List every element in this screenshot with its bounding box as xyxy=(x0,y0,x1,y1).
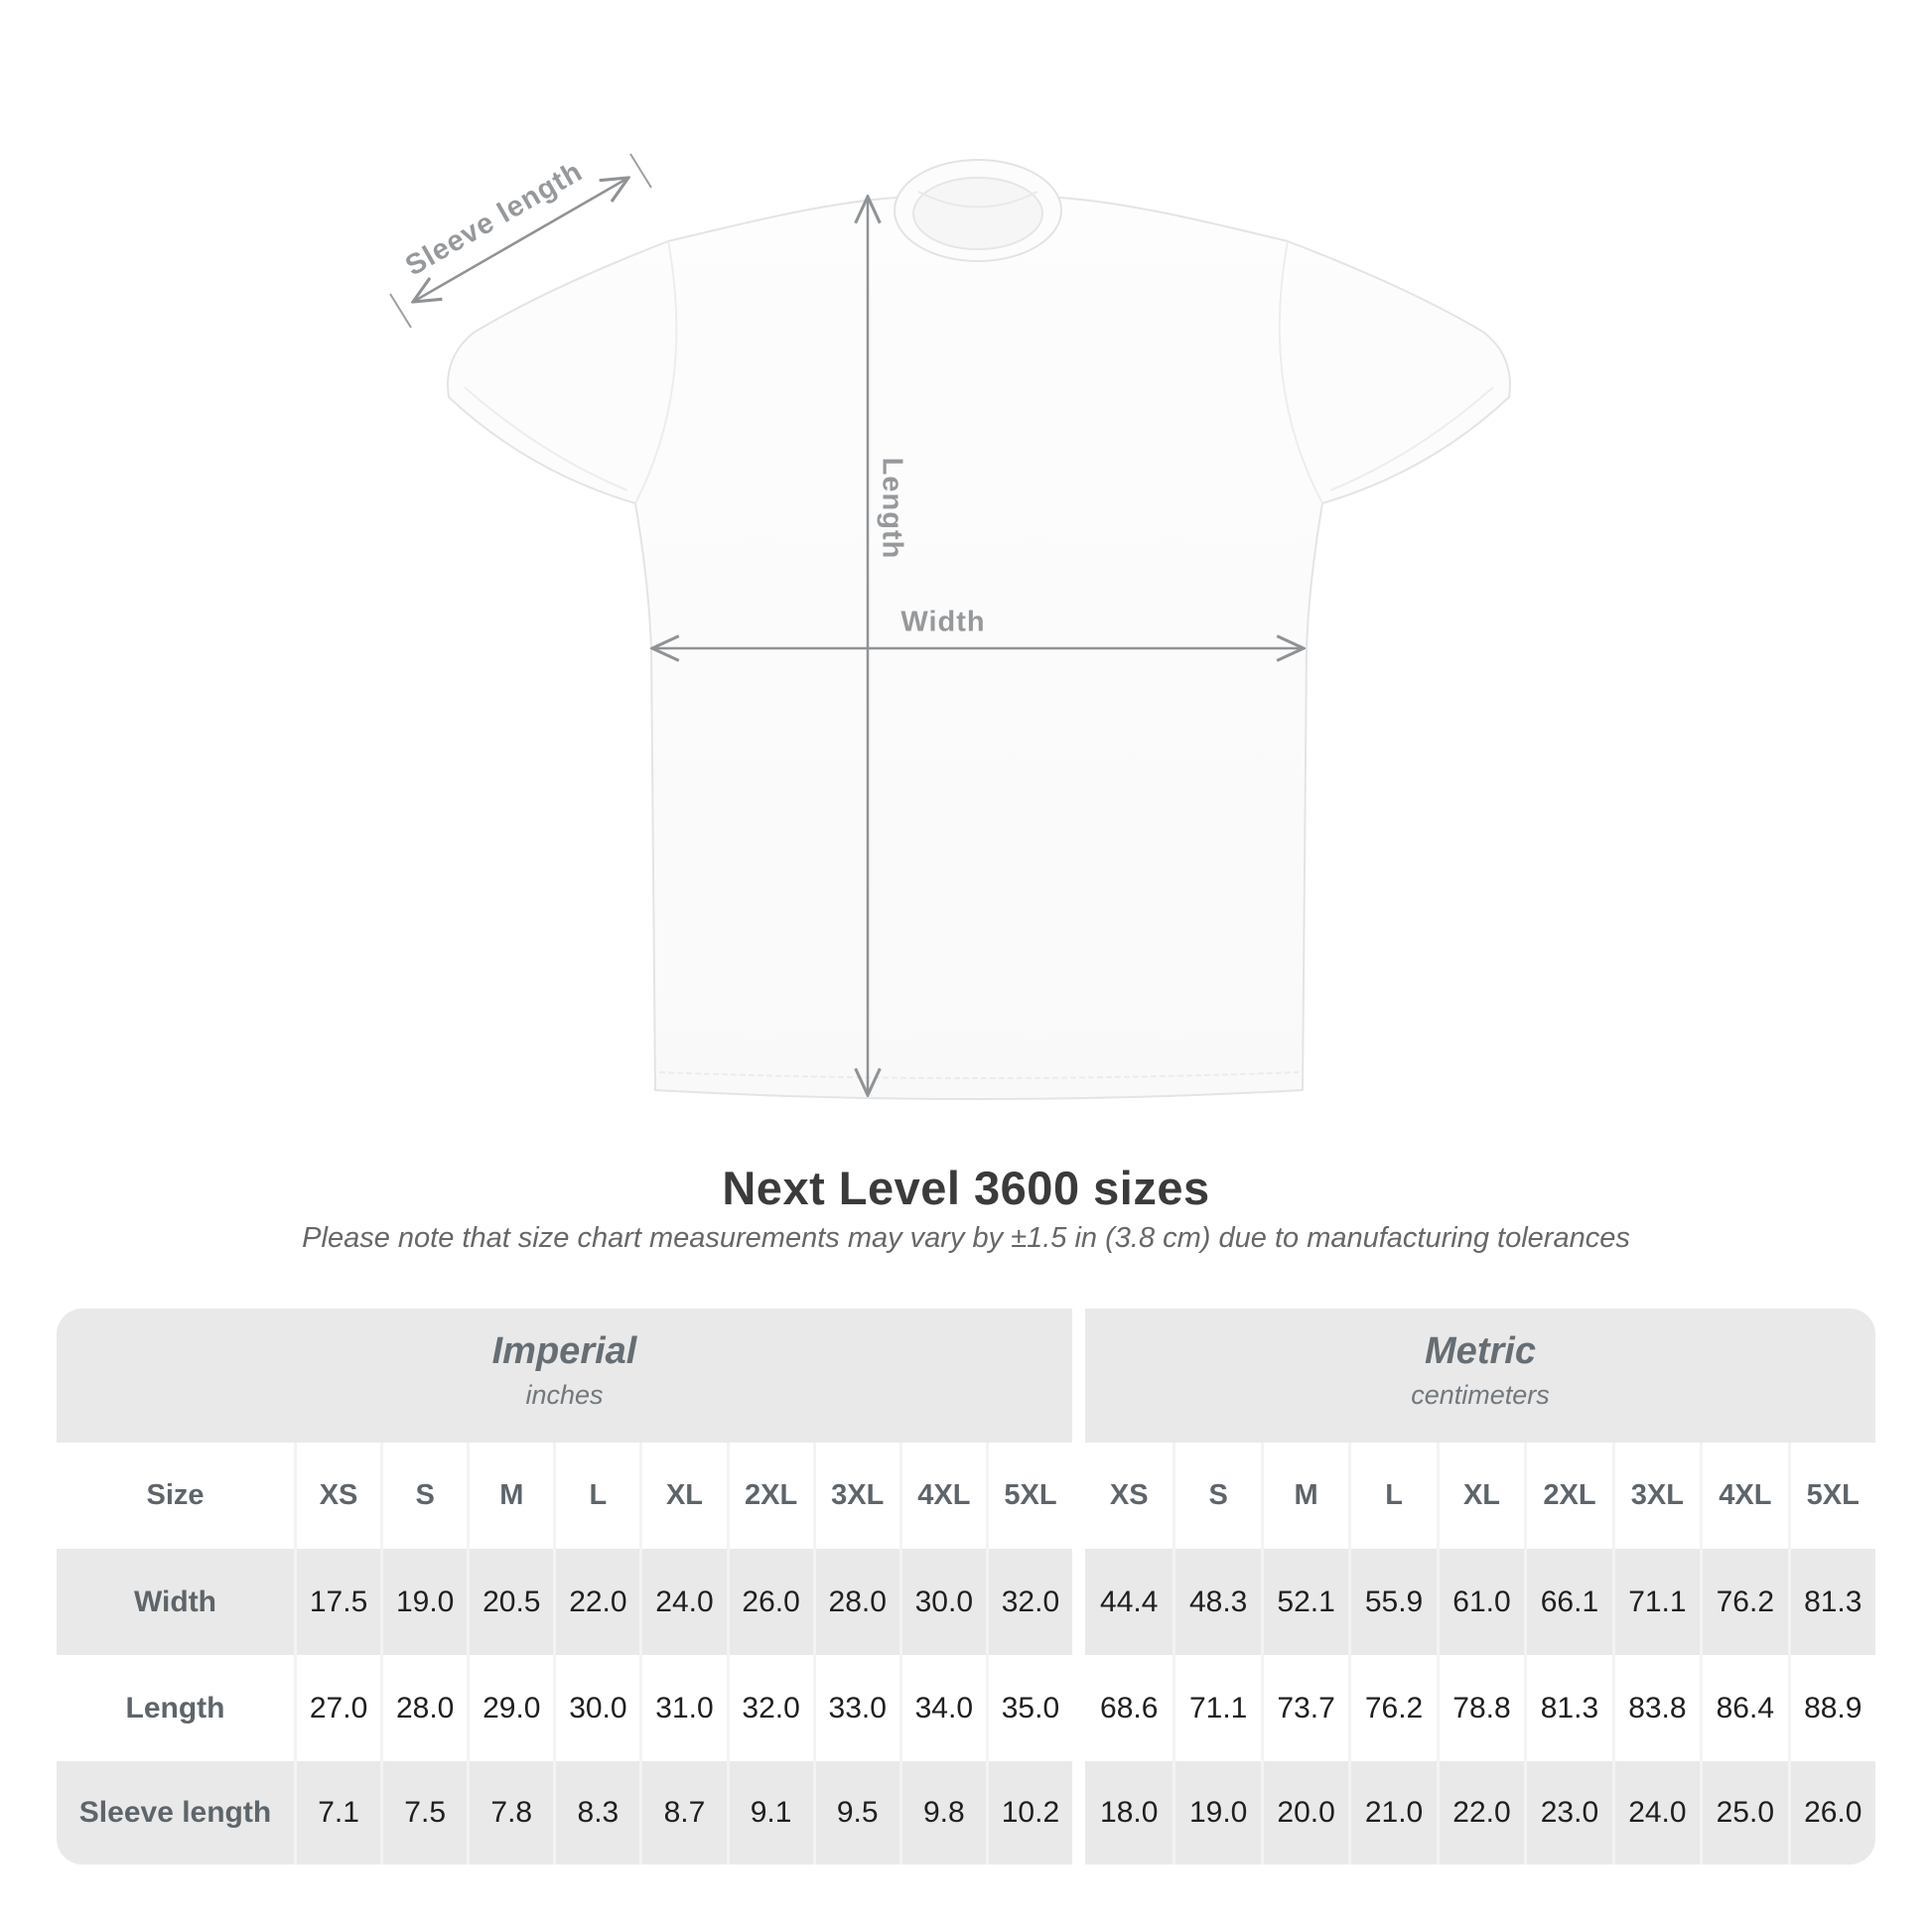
value-cell: 81.3 xyxy=(1524,1655,1611,1761)
imperial-group-title: Imperial xyxy=(491,1330,637,1372)
value-cell: 29.0 xyxy=(467,1655,553,1761)
value-cell: 83.8 xyxy=(1612,1655,1700,1761)
size-col-header: 4XL xyxy=(899,1443,986,1549)
size-col-header: 2XL xyxy=(1524,1443,1611,1549)
size-col-header: XS xyxy=(294,1443,380,1549)
value-cell: 26.0 xyxy=(727,1549,813,1655)
value-cell: 17.5 xyxy=(294,1549,380,1655)
table-block-metric xyxy=(1085,1309,1875,1864)
data-row-width xyxy=(1085,1549,1875,1655)
size-col-header: 2XL xyxy=(727,1443,813,1549)
value-cell: 30.0 xyxy=(553,1655,639,1761)
size-col-header: 4XL xyxy=(1700,1443,1787,1549)
size-col-header: 3XL xyxy=(813,1443,899,1549)
row-label: Width xyxy=(133,1585,217,1618)
page-title: Next Level 3600 sizes xyxy=(722,1162,1210,1214)
data-row-sleeve-length xyxy=(57,1761,1072,1864)
value-cell: 31.0 xyxy=(639,1655,726,1761)
value-cell: 22.0 xyxy=(1437,1761,1524,1864)
value-cell: 8.3 xyxy=(553,1761,639,1864)
sleeve-arrow-start-tick xyxy=(390,294,411,328)
value-cell: 20.5 xyxy=(467,1549,553,1655)
value-cell: 24.0 xyxy=(639,1549,726,1655)
size-col-header: M xyxy=(1261,1443,1348,1549)
value-cell: 7.5 xyxy=(380,1761,467,1864)
value-cell: 34.0 xyxy=(899,1655,986,1761)
size-header-cell: Size xyxy=(146,1479,205,1511)
value-cell: 27.0 xyxy=(294,1655,380,1761)
value-cell: 66.1 xyxy=(1524,1549,1611,1655)
size-col-header: 5XL xyxy=(1788,1443,1875,1549)
sleeve-length-label: Sleeve length xyxy=(400,155,589,283)
value-cell: 7.1 xyxy=(294,1761,380,1864)
value-cell: 28.0 xyxy=(380,1655,467,1761)
size-col-header: 5XL xyxy=(986,1443,1072,1549)
value-cell: 81.3 xyxy=(1788,1549,1875,1655)
data-row-length xyxy=(57,1655,1072,1761)
value-cell: 78.8 xyxy=(1437,1655,1524,1761)
size-header-row xyxy=(1085,1443,1875,1549)
metric-group-header xyxy=(1085,1309,1875,1443)
value-cell: 20.0 xyxy=(1261,1761,1348,1864)
size-col-header: XS xyxy=(1109,1479,1149,1511)
size-col-header: M xyxy=(467,1443,553,1549)
row-label: Length xyxy=(125,1691,225,1725)
value-cell: 86.4 xyxy=(1700,1655,1787,1761)
sleeve-arrow-end-tick xyxy=(630,154,651,188)
size-header-row xyxy=(57,1443,1072,1549)
value-cell: 9.5 xyxy=(813,1761,899,1864)
value-cell: 32.0 xyxy=(986,1549,1072,1655)
value-cell: 55.9 xyxy=(1348,1549,1436,1655)
row-label: Sleeve length xyxy=(78,1796,272,1829)
tolerance-note: Please note that size chart measurements may vary by ±1.5 in (3.8 cm) due to manufacturing tolerances xyxy=(302,1222,1630,1254)
value-cell: 7.8 xyxy=(467,1761,553,1864)
value-cell: 9.1 xyxy=(727,1761,813,1864)
metric-group-unit: centimeters xyxy=(1411,1380,1550,1410)
value-cell: 24.0 xyxy=(1612,1761,1700,1864)
value-cell: 71.1 xyxy=(1612,1549,1700,1655)
size-col-header: S xyxy=(1173,1443,1260,1549)
size-col-header: XL xyxy=(639,1443,726,1549)
value-cell: 48.3 xyxy=(1173,1549,1260,1655)
value-cell: 9.8 xyxy=(899,1761,986,1864)
value-cell: 68.6 xyxy=(1100,1691,1159,1725)
size-col-header: 3XL xyxy=(1612,1443,1700,1549)
value-cell: 71.1 xyxy=(1173,1655,1260,1761)
data-row-sleeve-length xyxy=(1085,1761,1875,1864)
length-label: Length xyxy=(876,457,908,560)
value-cell: 76.2 xyxy=(1348,1655,1436,1761)
value-cell: 61.0 xyxy=(1437,1549,1524,1655)
value-cell: 73.7 xyxy=(1261,1655,1348,1761)
size-col-header: S xyxy=(380,1443,467,1549)
size-col-header: L xyxy=(553,1443,639,1549)
width-label: Width xyxy=(900,606,986,638)
value-cell: 28.0 xyxy=(813,1549,899,1655)
value-cell: 25.0 xyxy=(1700,1761,1787,1864)
value-cell: 8.7 xyxy=(639,1761,726,1864)
value-cell: 10.2 xyxy=(986,1761,1072,1864)
metric-group-title: Metric xyxy=(1425,1330,1536,1372)
value-cell: 23.0 xyxy=(1524,1761,1611,1864)
value-cell: 21.0 xyxy=(1348,1761,1436,1864)
value-cell: 30.0 xyxy=(899,1549,986,1655)
value-cell: 19.0 xyxy=(1173,1761,1260,1864)
value-cell: 32.0 xyxy=(727,1655,813,1761)
imperial-group-unit: inches xyxy=(525,1380,604,1410)
value-cell: 26.0 xyxy=(1788,1761,1875,1864)
size-col-header: XL xyxy=(1437,1443,1524,1549)
collar-inner xyxy=(913,178,1042,249)
tshirt-body-outline xyxy=(448,193,1510,1100)
data-row-length xyxy=(1085,1655,1875,1761)
value-cell: 44.4 xyxy=(1100,1585,1159,1618)
value-cell: 76.2 xyxy=(1700,1549,1787,1655)
value-cell: 19.0 xyxy=(380,1549,467,1655)
value-cell: 88.9 xyxy=(1788,1655,1875,1761)
imperial-group-header xyxy=(57,1309,1072,1443)
data-row-width xyxy=(57,1549,1072,1655)
value-cell: 35.0 xyxy=(986,1655,1072,1761)
value-cell: 22.0 xyxy=(553,1549,639,1655)
value-cell: 18.0 xyxy=(1100,1796,1159,1829)
table-block-imperial xyxy=(57,1309,1072,1864)
value-cell: 33.0 xyxy=(813,1655,899,1761)
value-cell: 52.1 xyxy=(1261,1549,1348,1655)
size-col-header: L xyxy=(1348,1443,1436,1549)
